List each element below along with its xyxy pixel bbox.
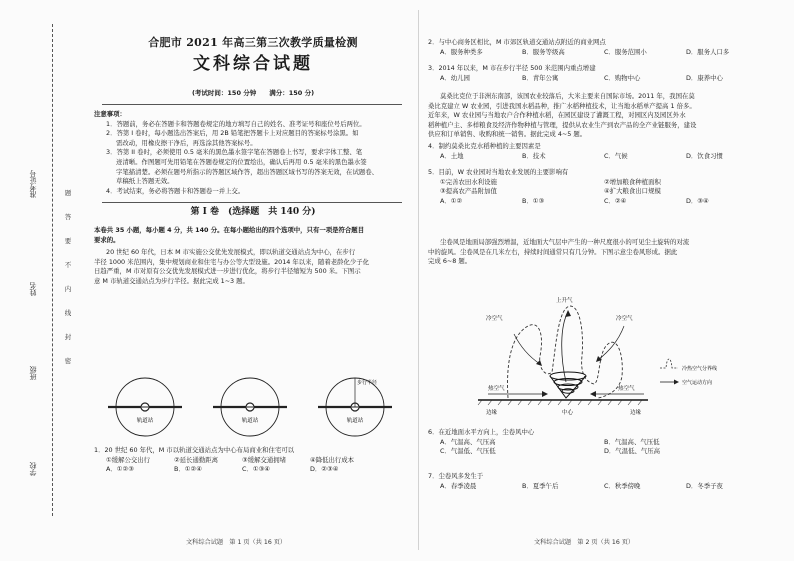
q1-item: ④降低出行成本 <box>310 455 355 464</box>
question-stem: 6．在近地面水平方向上，尘卷风中心 <box>428 428 535 436</box>
q2-options <box>428 48 780 58</box>
option-a[interactable]: A．春季凌晨 <box>440 481 477 490</box>
station-label-3: 轨道站 <box>346 418 364 424</box>
station-circle-1 <box>108 378 182 436</box>
section-desc-line: 本卷共 35 小题，每小题 4 分，共 140 分。在每小题给出的四个选项中，只有一项是符合题目 <box>94 226 365 234</box>
passage-line: 20 世纪 60 年代，日本 M 市实施公交优先发展模式，即以轨道交通站点为中心，在步行 <box>106 248 356 256</box>
passage-line: 尘卷风是地面局部强烈增温，近地面大气层中产生的一种尺度很小的可见尘土旋转的对流 <box>440 238 690 246</box>
seal-mark: 线 <box>64 309 72 317</box>
q5-item: ②增加粮食种植面积 <box>604 177 661 186</box>
center-label: 中心 <box>562 410 574 416</box>
q1-options <box>94 465 412 475</box>
option-c[interactable]: C．②④ <box>604 196 627 205</box>
right-page <box>428 0 780 561</box>
question-2 <box>428 38 780 57</box>
seal-mark: 题 <box>64 189 72 197</box>
station-circle-2 <box>213 378 287 436</box>
passage-line: 意 M 市轨道交通站点为步行半径。据此完成 1~3 题。 <box>94 276 249 285</box>
seal-mark: 封 <box>64 333 72 341</box>
q7-options <box>428 482 780 492</box>
q1-item: ③缓解交通拥堵 <box>242 455 287 464</box>
edge-left-label: 边缘 <box>486 410 498 416</box>
left-footer: 文科综合试题 第 1 页（共 16 页） <box>186 539 287 546</box>
option-b[interactable]: B．气温高、气压低 <box>604 437 660 446</box>
seal-mark: 内 <box>64 285 72 293</box>
legend <box>660 359 717 386</box>
option-d[interactable]: D．②③④ <box>310 465 339 474</box>
option-a[interactable]: A．气温高、气压高 <box>440 437 496 446</box>
q1-items <box>94 456 412 466</box>
q5-item: ④扩大粮食出口规模 <box>604 187 661 196</box>
arrow-head <box>590 391 596 397</box>
exam-title: 合肥市 2021 年高三第三次教学质量检测 <box>148 36 358 49</box>
section-desc-line: 要求的。 <box>94 235 120 244</box>
notice-line: 需改动，用橡皮擦干净后，再选涂其他答案标号。 <box>116 138 257 147</box>
option-d[interactable]: D．气温低、气压高 <box>604 447 661 456</box>
notice-line: 3．答第 II 卷时，必须使用 0.5 毫米的黑色墨水签字笔在答题卷上书写，要求字体工整、笔 <box>106 148 363 157</box>
option-c[interactable]: C．气温低、气压低 <box>440 447 496 456</box>
school-label: 学校 <box>29 462 37 476</box>
passage-3 <box>428 238 780 267</box>
hot-air-right-label: 热空气 <box>618 386 635 392</box>
arrow-head <box>674 380 679 385</box>
exam-number-label: 准考证号 <box>29 170 37 198</box>
question-7 <box>428 472 780 491</box>
section-title: 第 I 卷 (选择题 共 140 分) <box>190 207 316 217</box>
option-d[interactable]: D．③④ <box>686 196 709 205</box>
legend-arrow-label: 空气运动方向 <box>682 380 713 386</box>
option-b[interactable]: B．①③ <box>522 196 545 205</box>
legend-boundary-sample <box>660 359 678 368</box>
question-4 <box>428 142 780 161</box>
option-b[interactable]: B．青年公寓 <box>522 73 559 82</box>
q3-options <box>428 74 780 84</box>
left-page <box>94 0 412 561</box>
seal-mark: 密 <box>64 357 72 365</box>
notice-line: 1．答题前，务必在答题卡和答题卷规定的地方填写自己的姓名、准考证号和座位号后两位。 <box>106 119 366 128</box>
q4-options <box>428 152 780 162</box>
notice-line: 迹清晰。作图题可先用铅笔在答题卷规定的位置绘出，确认后再用 0.5 毫米的黑色墨水签 <box>116 157 367 166</box>
option-b[interactable]: B．①②④ <box>174 465 202 474</box>
q6-options-row2 <box>428 447 780 457</box>
page-fold <box>418 10 419 550</box>
cold-air-right-label: 冷空气 <box>616 316 633 322</box>
notice-block <box>94 110 412 196</box>
option-c[interactable]: C．气候 <box>604 151 628 160</box>
passage-line: 日趋严重，M 市对原有公交优先发展模式进一步进行优化，将步行半径缩短为 500 米。下图示 <box>94 267 361 276</box>
station-circle-3 <box>318 378 392 436</box>
right-footer: 文科综合试题 第 2 页（共 16 页） <box>534 539 635 546</box>
seal-line <box>52 24 53 516</box>
option-b[interactable]: B．夏季午后 <box>522 481 559 490</box>
cold-flow-right <box>598 326 624 360</box>
question-stem: 1．20 世纪 60 年代，M 市以轨道交通站点为中心布局商业和住宅可以 <box>94 446 295 454</box>
passage-line: 莫桑比克位于非洲东南部，该国农业较落后，大米主要来自国际市场。2011 年，我国在莫 <box>440 92 695 100</box>
q5-items-row1 <box>428 178 780 188</box>
option-a[interactable]: A．土地 <box>440 151 464 160</box>
class-label: 班级 <box>29 366 37 380</box>
notice-line: 字笔描清楚。必须在题号所指示的答题区域作答，超出答题区域书写的答案无效，在试题卷、 <box>116 167 379 176</box>
question-stem: 7．尘卷风多发生于 <box>428 472 484 480</box>
passage-line: 中的旋风。尘卷风是在几米左右，持续时间通常只有几分钟。下图示意尘卷风形成。据此 <box>428 247 678 256</box>
passage-2 <box>428 92 780 140</box>
q5-item: ③提高农产品附加值 <box>440 187 497 196</box>
q1-item: ②延长通勤距离 <box>174 455 219 464</box>
question-stem: 5．目前，W 农业园对当地农业发展的主要影响有 <box>428 168 569 176</box>
question-stem: 2．与中心商务区相比，M 市郊区轨道交通站点附近的商业网点 <box>428 38 606 46</box>
arrow-head <box>565 310 571 317</box>
q5-options <box>428 197 780 207</box>
rising-flow <box>562 312 568 382</box>
passage-line: 完成 6~8 题。 <box>428 257 472 266</box>
arrow-head <box>542 391 548 397</box>
header-divider <box>102 104 402 105</box>
option-a[interactable]: A．幼儿园 <box>440 73 470 82</box>
passage-line: 桑比克建立 W 农业园，引进我国水稻品种，推广水稻种植技术，让当地水稻单产提高 1 倍多。 <box>428 101 696 110</box>
cold-flow-left <box>514 334 540 364</box>
option-d[interactable]: D．冬季子夜 <box>686 481 723 490</box>
cold-air-left-label: 冷空气 <box>486 316 503 322</box>
station-label-1: 轨道站 <box>136 418 154 424</box>
q6-options-row1 <box>428 438 780 448</box>
question-6 <box>428 428 780 457</box>
paper-title: 文科综合试题 <box>193 54 313 74</box>
passage-line: 稻种植户主、多样粮食及经济作物种植与管理，提供从农业生产到农产品的全产业链服务，建设 <box>428 120 697 129</box>
q5-items-row2 <box>428 187 780 197</box>
notice-line: 2．答第 I 卷时，每小题选出答案后，用 2B 铅笔把答题卡上对应题目的答案标号涂黑。如 <box>106 129 359 138</box>
question-5 <box>428 168 780 206</box>
passage-line: 供应和订单销售、收购和统一销售。据此完成 4~5 题。 <box>428 130 587 139</box>
question-3 <box>428 64 780 83</box>
option-a[interactable]: A．①②③ <box>106 465 134 474</box>
option-c[interactable]: C．秋季傍晚 <box>604 481 641 490</box>
seal-mark: 要 <box>64 237 72 245</box>
hot-air-left-label: 热空气 <box>488 386 505 392</box>
notice-title: 注意事项： <box>94 110 126 118</box>
option-c[interactable]: C．购物中心 <box>604 73 641 82</box>
legend-boundary-label: 冷热空气分界线 <box>682 366 718 372</box>
question-stem: 4．制约莫桑比克水稻种植的主要因素是 <box>428 142 541 150</box>
binding-margin <box>0 0 88 561</box>
question-stem: 3．2014 年以来，M 市在步行半径 500 米范围内重点增建 <box>428 64 596 72</box>
notice-line: 草稿纸上答题无效。 <box>116 177 174 186</box>
arrow-head <box>536 360 542 366</box>
option-c[interactable]: C．服务范围小 <box>604 47 647 56</box>
passage-line: 近年来，W 农业园与当地农户合作种植水稻，在园区建设了灌溉工程，对园区内及园区外水 <box>428 111 686 120</box>
q5-item: ①完善农田水利设施 <box>440 177 497 186</box>
dust-devil-diagram <box>448 286 748 428</box>
q1-item: ①缓解公交出行 <box>106 455 151 464</box>
notice-line: 4．考试结束，务必将答题卡和答题卷一并上交。 <box>106 186 245 195</box>
station-label-2: 轨道站 <box>241 418 259 424</box>
option-a[interactable]: A．服务种类多 <box>440 47 483 56</box>
passage-1 <box>94 248 412 286</box>
option-d[interactable]: D．服务人口多 <box>686 47 730 56</box>
option-c[interactable]: C．①③④ <box>242 465 271 474</box>
name-label: 姓名 <box>29 282 37 296</box>
seal-mark: 不 <box>64 261 72 269</box>
rising-air-label: 上升气 <box>556 298 573 304</box>
option-a[interactable]: A．①② <box>440 196 463 205</box>
question-1 <box>94 446 412 475</box>
walk-radius-label: 步行半径 <box>357 380 378 386</box>
passage-line: 半径 1000 米范围内，集中规划商业和住宅与办公等大型设施。2014 年以来，随着老龄化少子化 <box>94 257 370 266</box>
option-b[interactable]: B．技术 <box>522 151 546 160</box>
option-d[interactable]: D．康养中心 <box>686 73 723 82</box>
edge-right-label: 边缘 <box>630 410 642 416</box>
section-desc <box>94 226 412 245</box>
notice-divider <box>102 202 402 203</box>
vortex <box>550 372 586 398</box>
exam-info: (考试时间：150 分钟 满分：150 分) <box>191 89 315 97</box>
option-b[interactable]: B．服务等级高 <box>522 47 565 56</box>
option-d[interactable]: D．饮食习惯 <box>686 151 723 160</box>
station-figure <box>100 372 400 442</box>
seal-mark: 答 <box>64 213 72 221</box>
